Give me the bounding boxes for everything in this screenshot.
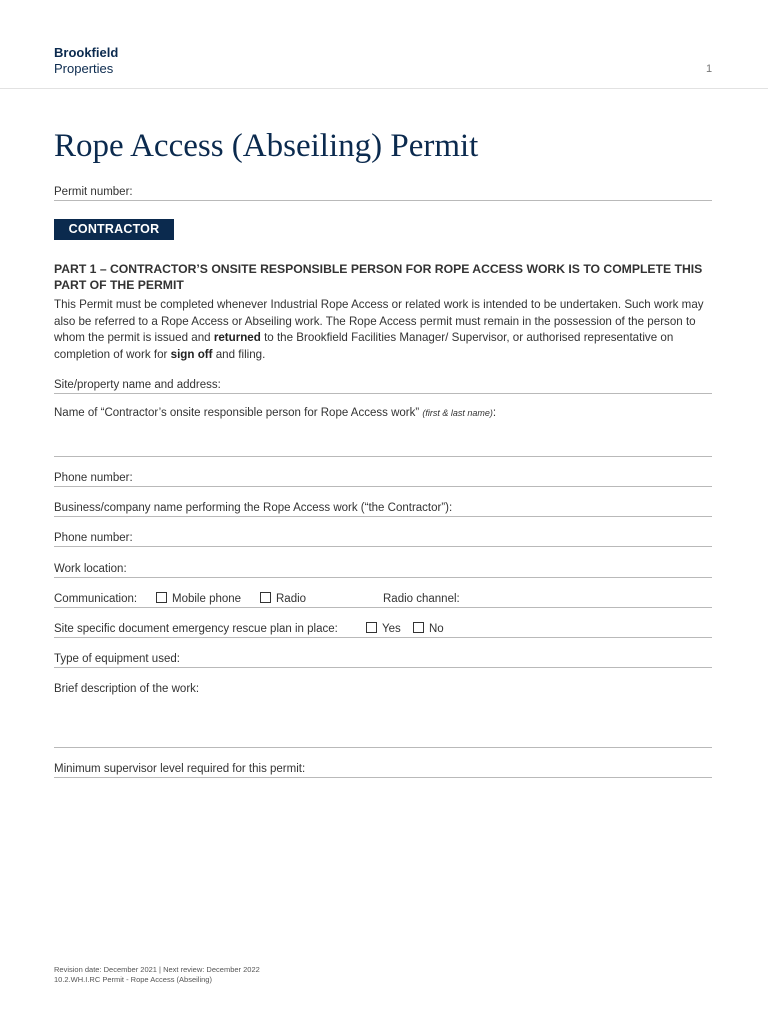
page-footer bbox=[54, 965, 260, 985]
radio-channel-label: Radio channel: bbox=[383, 593, 460, 605]
page-title: Rope Access (Abseiling) Permit bbox=[54, 128, 479, 164]
rescue-plan-label: Site specific document emergency rescue plan in place: bbox=[54, 623, 338, 635]
rescue-plan-field bbox=[54, 617, 712, 638]
responsible-person-field[interactable] bbox=[54, 404, 712, 457]
mobile-phone-checkbox[interactable] bbox=[156, 592, 167, 603]
intro-bold-returned: returned bbox=[213, 331, 261, 344]
responsible-person-text: Name of “Contractor’s onsite responsible person for Rope Access work” bbox=[54, 407, 420, 419]
part1-heading: PART 1 – CONTRACTOR’S ONSITE RESPONSIBLE PERSON FOR ROPE ACCESS WORK IS TO COMPLETE THIS PART OF THE PERMIT bbox=[54, 262, 703, 292]
site-address-label: Site/property name and address: bbox=[54, 379, 221, 391]
rescue-yes-option[interactable] bbox=[366, 622, 401, 635]
logo-line-2: Properties bbox=[54, 61, 114, 76]
work-description-field[interactable] bbox=[54, 678, 712, 748]
responsible-person-colon: : bbox=[492, 407, 497, 419]
intro-text-1: This Permit must be completed whenever Industrial Rope Access or related work is intended to be undertaken. Such work may also be referred to a Rope Access or Abseiling work. The Rope Access permit must remain in the possession of the person to whom the permit is issued and bbox=[54, 298, 704, 344]
rescue-no-label: No bbox=[429, 623, 444, 635]
document-code: 10.2.WH.I.RC Permit - Rope Access (Abseiling) bbox=[54, 975, 212, 984]
phone-number-field-2[interactable] bbox=[54, 526, 712, 547]
radio-label: Radio bbox=[276, 593, 307, 605]
equipment-label: Type of equipment used: bbox=[54, 653, 180, 665]
phone-number-label-2: Phone number: bbox=[54, 532, 133, 544]
rescue-yes-checkbox[interactable] bbox=[366, 622, 377, 633]
radio-option[interactable] bbox=[260, 592, 306, 605]
mobile-phone-option[interactable] bbox=[156, 592, 241, 605]
communication-field bbox=[54, 587, 712, 608]
part1-intro bbox=[54, 297, 714, 363]
work-location-field[interactable] bbox=[54, 557, 712, 578]
page-number: 1 bbox=[706, 63, 713, 75]
radio-checkbox[interactable] bbox=[260, 592, 271, 603]
communication-label: Communication: bbox=[54, 593, 138, 605]
page-header bbox=[0, 0, 768, 89]
phone-number-label-1: Phone number: bbox=[54, 472, 133, 484]
intro-text-3: and filing. bbox=[212, 347, 266, 361]
site-address-field[interactable] bbox=[54, 373, 712, 394]
equipment-field[interactable] bbox=[54, 647, 712, 668]
phone-number-field-1[interactable] bbox=[54, 466, 712, 487]
responsible-person-label bbox=[54, 407, 496, 419]
mobile-phone-label: Mobile phone bbox=[172, 593, 242, 605]
section-tag-contractor: CONTRACTOR bbox=[54, 219, 174, 240]
rescue-no-option[interactable] bbox=[413, 622, 444, 635]
business-name-label: Business/company name performing the Rope Access work (“the Contractor”): bbox=[54, 502, 453, 514]
responsible-person-hint: (first & last name) bbox=[422, 408, 493, 418]
supervisor-level-label: Minimum supervisor level required for this permit: bbox=[54, 763, 306, 775]
intro-bold-sign-off: sign off bbox=[170, 347, 213, 361]
brookfield-logo bbox=[54, 45, 118, 77]
permit-number-label: Permit number: bbox=[54, 186, 133, 198]
permit-number-field[interactable] bbox=[54, 180, 712, 201]
rescue-yes-label: Yes bbox=[382, 623, 401, 635]
supervisor-level-field[interactable] bbox=[54, 757, 712, 778]
business-name-field[interactable] bbox=[54, 496, 712, 517]
work-description-label: Brief description of the work: bbox=[54, 683, 200, 695]
logo-line-1: Brookfield bbox=[54, 45, 119, 60]
rescue-no-checkbox[interactable] bbox=[413, 622, 424, 633]
work-location-label: Work location: bbox=[54, 563, 127, 575]
revision-info: Revision date: December 2021 | Next review: December 2022 bbox=[54, 965, 260, 974]
intro-text-2: to the Brookfield Facilities Manager/ Supervisor, or authorised representative on completion of work for bbox=[54, 331, 674, 361]
